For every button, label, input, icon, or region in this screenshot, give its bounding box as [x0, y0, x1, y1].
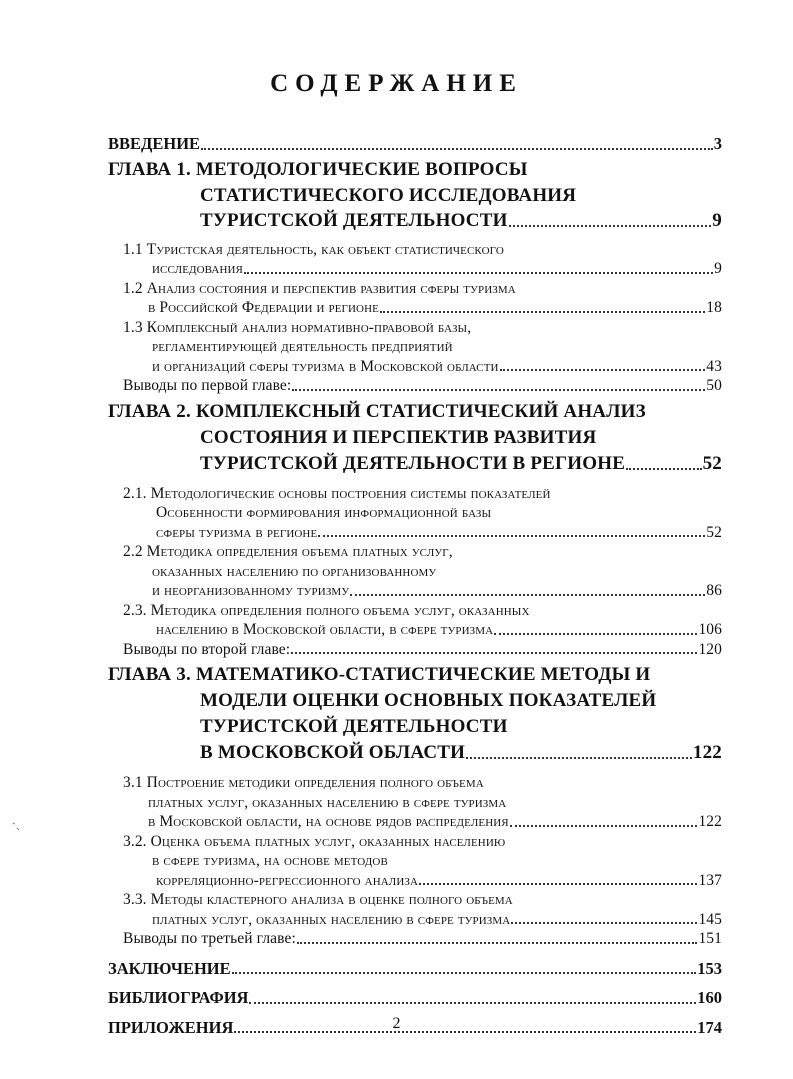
- section-title-line: 2.1. Методологические основы построения системы показателей: [123, 484, 551, 502]
- page-ref: 145: [698, 910, 722, 928]
- entry-label: Выводы по третьей главе:: [123, 930, 296, 947]
- chapter-title-line: ГЛАВА 3. МАТЕМАТИКО-СТАТИСТИЧЕСКИЕ МЕТОДЫ И: [108, 664, 651, 685]
- chapter-title-line: ГЛАВА 1. МЕТОДОЛОГИЧЕСКИЕ ВОПРОСЫ: [108, 158, 528, 180]
- toc-section-1-1[interactable]: [108, 242, 722, 277]
- section-title-line: регламентирующей деятельность предприятий: [152, 338, 453, 355]
- page-ref: 120: [698, 640, 722, 658]
- section-title-line: платных услуг, оказанных населению в сфере туризма: [148, 793, 507, 811]
- dot-leader: [244, 268, 713, 274]
- chapter-title-last-line: [200, 743, 722, 762]
- section-title-last-line: [152, 912, 722, 928]
- section-title-line: 1.1 Туристская деятельность, как объект статистического: [123, 240, 504, 258]
- page-title: СОДЕРЖАНИЕ: [270, 70, 523, 97]
- page-ref: 9: [714, 260, 722, 277]
- entry-label: ЗАКЛЮЧЕНИЕ: [108, 958, 231, 978]
- section-title-last-line: [148, 814, 722, 830]
- section-title-line: 3.3. Методы кластерного анализа в оценке полного объема: [123, 891, 513, 908]
- section-title-last-line: [152, 359, 722, 375]
- dot-leader: [297, 938, 698, 944]
- chapter-title-last-line: [200, 211, 722, 230]
- entry-label: БИБЛИОГРАФИЯ: [108, 988, 249, 1007]
- toc-entry-bibliography[interactable]: [108, 990, 722, 1007]
- chapter-title-last-line: [200, 454, 722, 473]
- dot-leader: [510, 821, 698, 827]
- page-ref: 43: [706, 357, 722, 375]
- chapter-title-line: ТУРИСТСКОЙ ДЕЯТЕЛЬНОСТИ В РЕГИОНЕ: [200, 452, 626, 474]
- dot-leader: [626, 464, 701, 470]
- page-ref: 18: [706, 299, 722, 316]
- section-title-last-line: [156, 525, 722, 541]
- section-title-line: 1.2 Анализ состояния и перспектив развития сферы туризма: [123, 279, 516, 297]
- section-title-last-line: [152, 261, 722, 277]
- page-ref: 160: [697, 988, 722, 1007]
- toc-section-2-1[interactable]: [108, 486, 722, 541]
- chapter-title-line: ТУРИСТСКОЙ ДЕЯТЕЛЬНОСТИ: [200, 209, 508, 231]
- section-title-last-line: [156, 873, 722, 889]
- page-ref: 106: [698, 621, 722, 638]
- section-title-line: 2.2 Методика определения объема платных услуг,: [123, 543, 453, 560]
- section-title-line: 2.3. Методика определения полного объема услуг, оказанных: [123, 601, 530, 619]
- page-ref: 50: [706, 377, 722, 394]
- page-ref: 174: [697, 1017, 722, 1037]
- toc-section-3-3[interactable]: [108, 892, 722, 927]
- section-title-line: в Московской области, на основе рядов распределения: [148, 813, 509, 830]
- toc-section-1-2[interactable]: [108, 281, 722, 316]
- toc-conclusions-ch2[interactable]: [123, 642, 722, 658]
- section-title-line: в Российской Федерации и регионе: [148, 299, 379, 316]
- toc-entry-conclusion[interactable]: [108, 958, 722, 978]
- section-title-line: платных услуг, оказанных населению в сфере туризма: [152, 910, 511, 928]
- chapter-title-line: МОДЕЛИ ОЦЕНКИ ОСНОВНЫХ ПОКАЗАТЕЛЕЙ: [200, 690, 657, 711]
- page-ref: 122: [698, 813, 722, 830]
- dot-leader: [249, 998, 696, 1004]
- section-title-line: исследования: [152, 260, 243, 277]
- page-ref: 52: [702, 452, 722, 474]
- toc-conclusions-ch3[interactable]: [123, 931, 722, 947]
- toc-section-3-2[interactable]: [108, 834, 722, 889]
- entry-label: ВВЕДЕНИЕ: [108, 134, 201, 153]
- dot-leader: [292, 385, 705, 391]
- section-title-line: и организаций сферы туризма в Московской области: [152, 357, 499, 375]
- entry-label: Выводы по первой главе:: [123, 377, 292, 394]
- toc-section-2-3[interactable]: [108, 603, 722, 638]
- dot-leader: [511, 918, 697, 924]
- table-of-contents: [108, 131, 722, 1036]
- entry-label: ПРИЛОЖЕНИЯ: [108, 1017, 234, 1037]
- page-ref: 86: [706, 582, 722, 599]
- dot-leader: [350, 590, 705, 596]
- page-ref: 137: [698, 871, 722, 889]
- dot-leader: [500, 365, 706, 371]
- chapter-title-line: В МОСКОВСКОЙ ОБЛАСТИ: [200, 742, 466, 763]
- entry-label: Выводы по второй главе:: [123, 640, 291, 658]
- toc-section-3-1[interactable]: [108, 775, 722, 830]
- section-title-line: корреляционно-регрессионного анализа: [156, 871, 419, 889]
- dot-leader: [201, 144, 713, 150]
- toc-chapter-2[interactable]: [108, 402, 722, 473]
- toc-chapter-1[interactable]: [108, 160, 722, 230]
- section-title-line: 3.1 Построение методики определения полного объема: [123, 774, 484, 791]
- page-ref: 153: [697, 958, 722, 978]
- page-ref: 52: [706, 523, 722, 541]
- chapter-title-line: ТУРИСТСКОЙ ДЕЯТЕЛЬНОСТИ: [200, 716, 508, 737]
- scan-mark: ˋ˴: [12, 820, 20, 834]
- page-number: 2: [392, 1015, 401, 1032]
- section-title-line: Особенности формирования информационной базы: [156, 504, 492, 521]
- section-title-line: населению в Московской области, в сфере туризма: [156, 621, 494, 638]
- section-title-line: 3.2. Оценка объема платных услуг, оказанных населению: [123, 832, 506, 850]
- section-title-line: оказанных населению по организованному: [152, 562, 437, 580]
- toc-entry-intro[interactable]: [108, 136, 722, 153]
- chapter-title-line: СТАТИСТИЧЕСКОГО ИССЛЕДОВАНИЯ: [200, 184, 577, 206]
- dot-leader: [318, 531, 705, 537]
- page-ref: 9: [712, 209, 722, 231]
- toc-chapter-3[interactable]: [108, 665, 722, 762]
- section-title-last-line: [156, 622, 722, 638]
- toc-section-2-2[interactable]: [108, 544, 722, 599]
- dot-leader: [509, 221, 712, 227]
- section-title-line: в сфере туризма, на основе методов: [152, 852, 388, 869]
- section-title-last-line: [148, 300, 722, 316]
- section-title-line: и неорганизованному туризму: [152, 582, 350, 599]
- section-title-last-line: [152, 583, 722, 599]
- toc-conclusions-ch1[interactable]: [123, 378, 722, 394]
- page-ref: 3: [713, 134, 722, 153]
- page-ref: 151: [698, 930, 722, 947]
- dot-leader: [419, 879, 697, 885]
- section-title-line: сферы туризма в регионе: [156, 523, 318, 541]
- dot-leader: [380, 307, 705, 313]
- dot-leader: [232, 968, 697, 974]
- dot-leader: [291, 648, 697, 654]
- dot-leader: [494, 629, 697, 635]
- section-title-line: 1.3 Комплексный анализ нормативно-правовой базы,: [123, 318, 472, 336]
- dot-leader: [466, 753, 692, 759]
- toc-section-1-3[interactable]: [108, 320, 722, 375]
- chapter-title-line: ГЛАВА 2. КОМПЛЕКСНЫЙ СТАТИСТИЧЕСКИЙ АНАЛИЗ: [108, 400, 646, 422]
- page-ref: 122: [692, 742, 722, 763]
- chapter-title-line: СОСТОЯНИЯ И ПЕРСПЕКТИВ РАЗВИТИЯ: [200, 426, 597, 448]
